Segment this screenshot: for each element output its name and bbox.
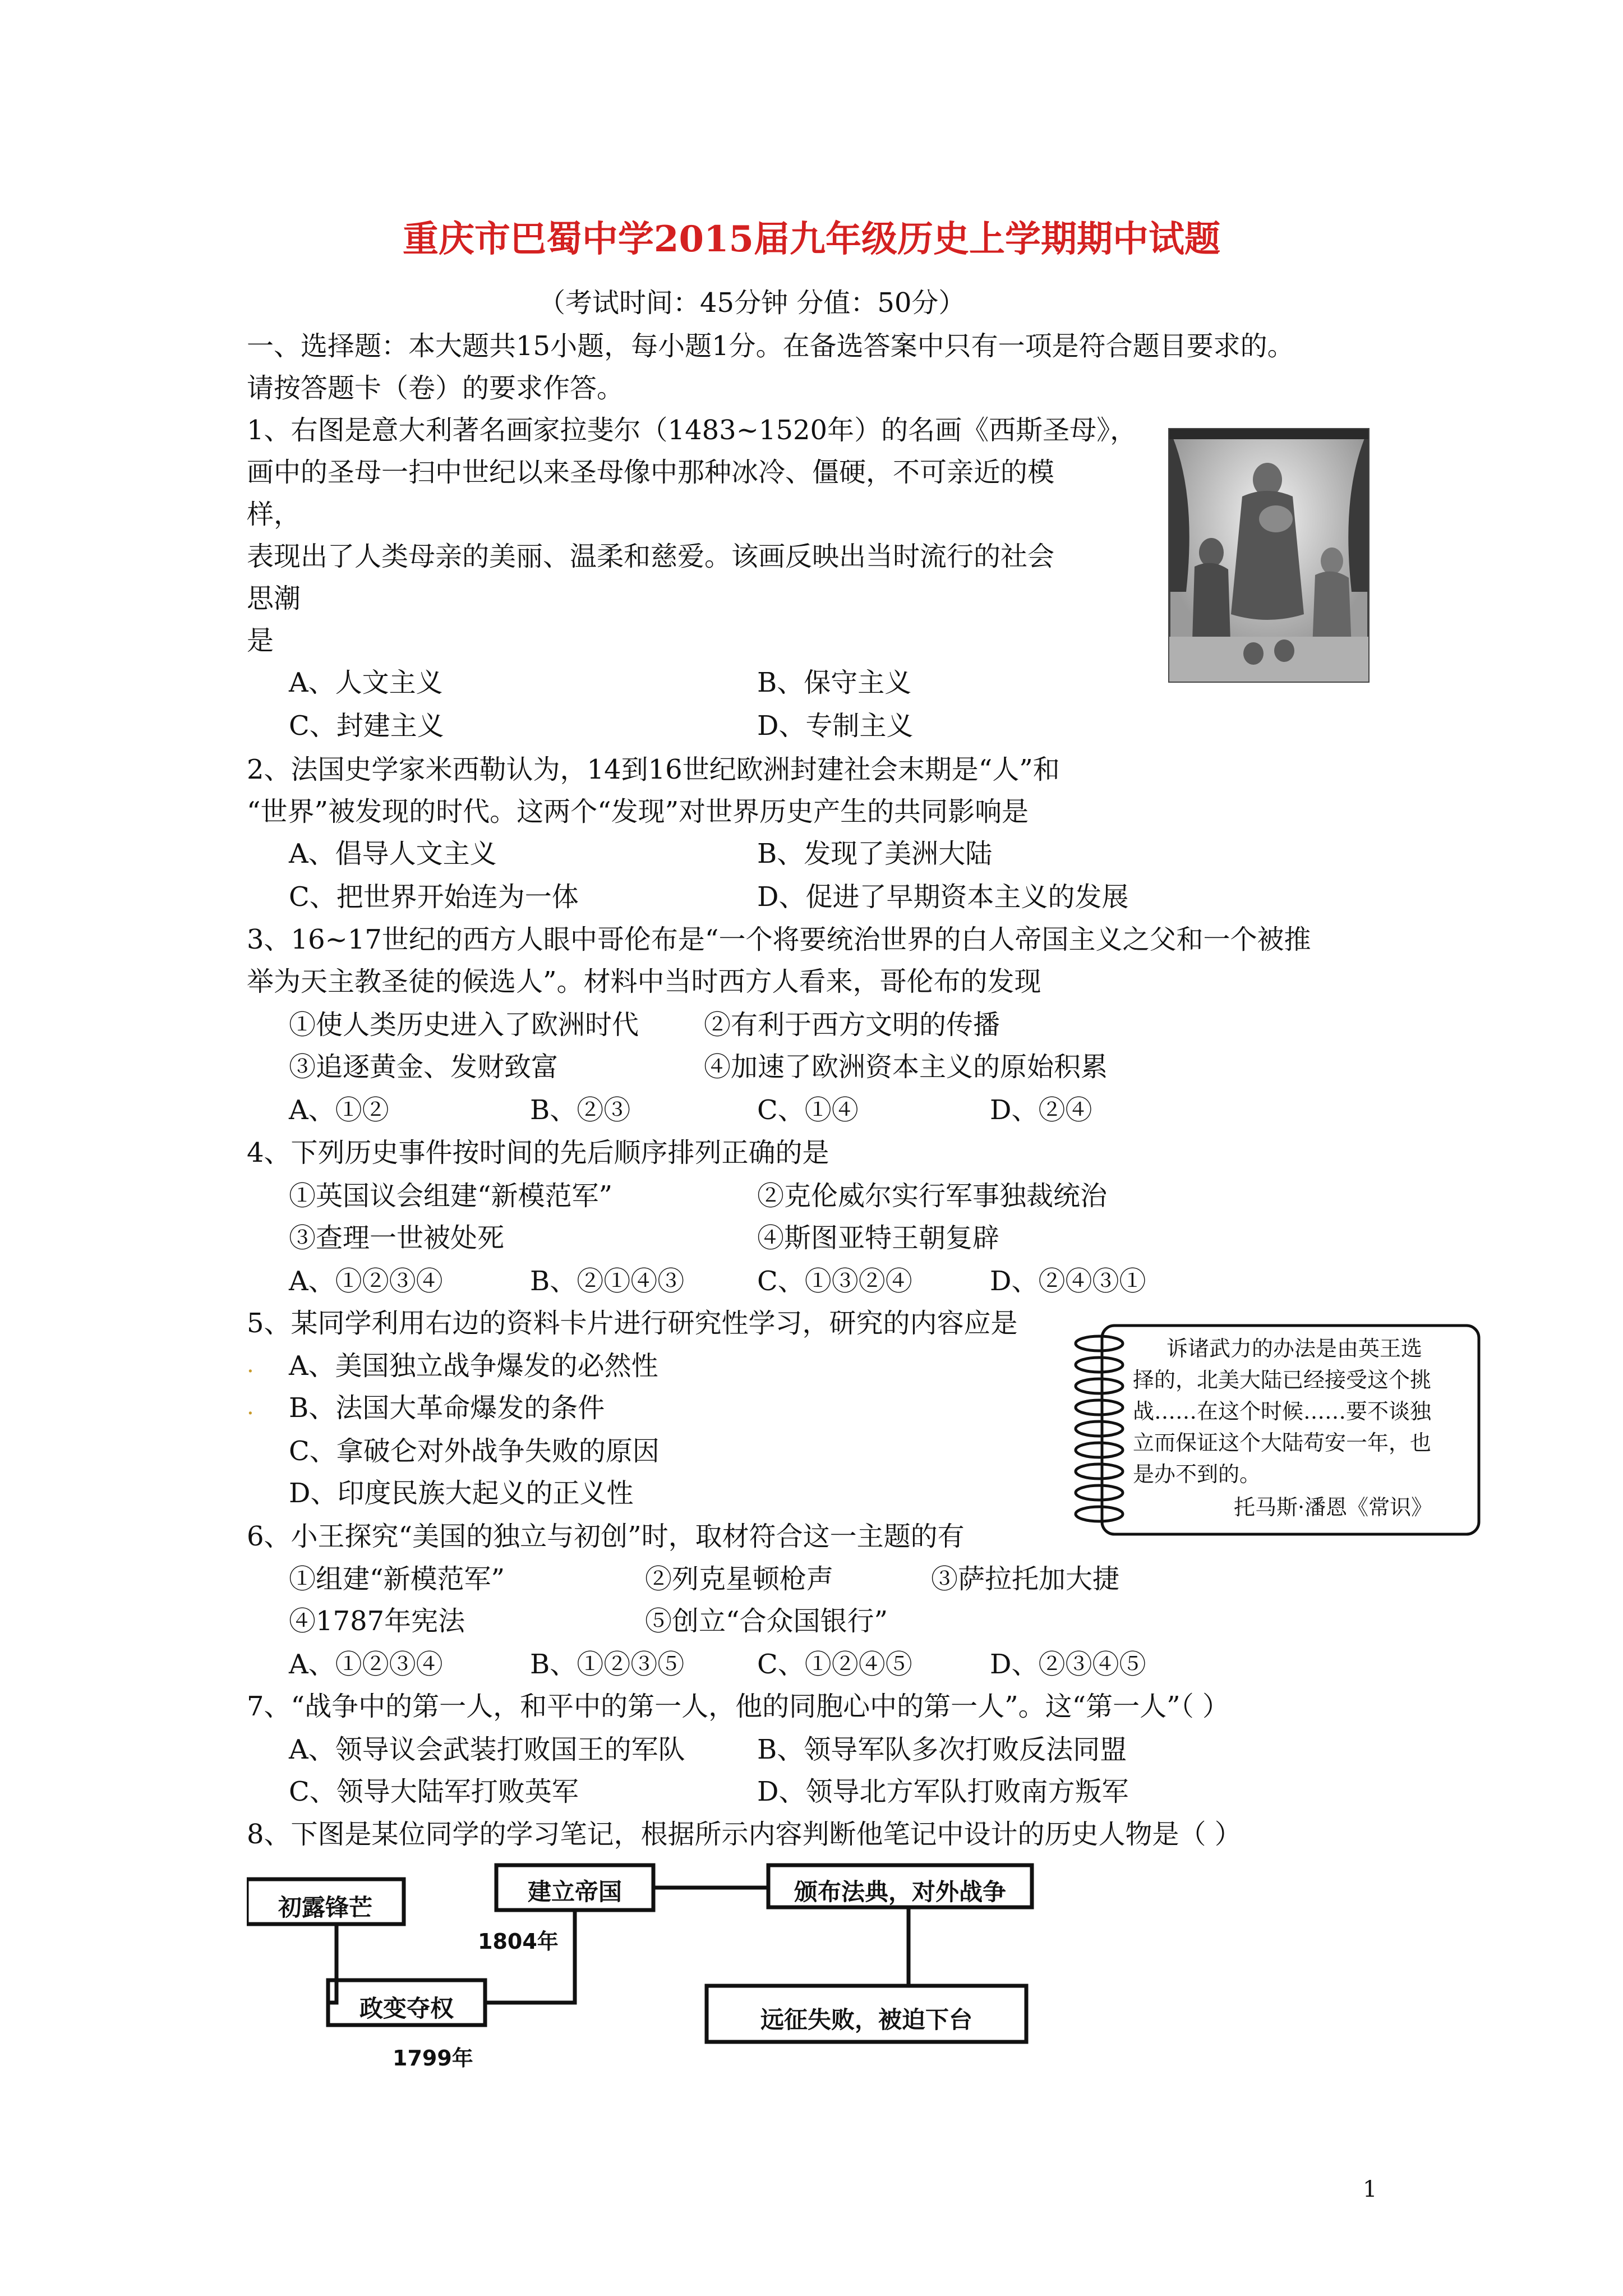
q2-option-d: D、促进了早期资本主义的发展 xyxy=(757,881,1129,913)
card-line: 战……在这个时候……要不谈独 xyxy=(1133,1399,1432,1424)
q1-text: 样， xyxy=(247,499,301,530)
q2-text: 2、法国史学家米西勒认为，14到16世纪欧洲封建社会末期是“人”和 xyxy=(247,754,1060,785)
card-line: 诉诸武力的办法是由英王选 xyxy=(1166,1336,1423,1361)
q1-text: 思潮 xyxy=(247,583,301,614)
card-source: 托马斯·潘恩《常识》 xyxy=(1234,1495,1433,1520)
timeline-year-1799: 1799年 xyxy=(393,2046,473,2070)
q7-option-a: A、领导议会武装打败国王的军队 xyxy=(289,1734,685,1765)
section1-line2: 请按答题卡（卷）的要求作答。 xyxy=(247,372,624,404)
q3-option-a: A、①② xyxy=(289,1094,389,1126)
bullet-dot: . xyxy=(247,1352,254,1378)
q3-item: ①使人类历史进入了欧洲时代 xyxy=(289,1009,639,1041)
timeline-box-empire: 建立帝国 xyxy=(527,1878,622,1906)
card-line: 立而保证这个大陆苟安一年，也 xyxy=(1133,1430,1432,1455)
page-number: 1 xyxy=(1363,2177,1377,2202)
q6-option-d: D、②③④⑤ xyxy=(990,1649,1146,1680)
exam-info: （考试时间：45分钟 分值：50分） xyxy=(538,287,966,319)
q1-option-d: D、专制主义 xyxy=(757,710,914,742)
timeline-box-emerging: 初露锋芒 xyxy=(278,1894,372,1921)
timeline-box-code-wars: 颁布法典，对外战争 xyxy=(794,1878,1006,1906)
q1-option-a: A、人文主义 xyxy=(289,667,443,698)
q4-option-d: D、②④③① xyxy=(990,1266,1146,1297)
resource-card xyxy=(1068,1321,1486,1540)
page-title: 重庆市巴蜀中学2015届九年级历史上学期期中试题 xyxy=(402,218,1221,260)
card-line: 是办不到的。 xyxy=(1133,1462,1261,1487)
q7-text: 7、“战争中的第一人，和平中的第一人，他的同胞心中的第一人”。这“第一人”（ ） xyxy=(247,1691,1229,1722)
q6-item: ⑤创立“合众国银行” xyxy=(645,1605,888,1637)
q6-item: ①组建“新模范军” xyxy=(289,1563,505,1595)
q5-text: 5、某同学利用右边的资料卡片进行研究性学习，研究的内容应是 xyxy=(247,1308,1018,1339)
q2-option-b: B、发现了美洲大陆 xyxy=(757,838,993,869)
q6-item: ②列克星顿枪声 xyxy=(645,1563,834,1595)
q4-item: ②克伦威尔实行军事独裁统治 xyxy=(757,1180,1108,1212)
q1-text: 1、右图是意大利著名画家拉斐尔（1483~1520年）的名画《西斯圣母》， xyxy=(247,415,1137,446)
q5-option-a: A、美国独立战争爆发的必然性 xyxy=(289,1350,658,1382)
q4-option-a: A、①②③④ xyxy=(289,1266,443,1297)
q3-item: ③追逐黄金、发财致富 xyxy=(289,1051,559,1083)
q4-text: 4、下列历史事件按时间的先后顺序排列正确的是 xyxy=(247,1137,829,1168)
q3-option-c: C、①④ xyxy=(757,1094,859,1126)
sistine-madonna-image xyxy=(1164,424,1374,687)
q6-option-b: B、①②③⑤ xyxy=(530,1649,685,1680)
section1-line1: 一、选择题：本大题共15小题，每小题1分。在备选答案中只有一项是符合题目要求的。 xyxy=(247,330,1294,362)
napoleon-timeline-diagram xyxy=(247,1862,1054,2076)
bullet-dot: . xyxy=(247,1394,254,1420)
q3-option-d: D、②④ xyxy=(990,1094,1092,1126)
q8-text: 8、下图是某位同学的学习笔记，根据所示内容判断他笔记中设计的历史人物是（ ） xyxy=(247,1819,1242,1850)
q1-text: 表现出了人类母亲的美丽、温柔和慈爱。该画反映出当时流行的社会 xyxy=(247,541,1055,572)
q4-item: ①英国议会组建“新模范军” xyxy=(289,1180,613,1212)
q6-text: 6、小王探究“美国的独立与初创”时，取材符合这一主题的有 xyxy=(247,1521,965,1552)
timeline-box-defeat: 远征失败，被迫下台 xyxy=(760,2006,972,2033)
q6-item: ③萨拉托加大捷 xyxy=(931,1563,1120,1595)
q5-option-d: D、印度民族大起义的正义性 xyxy=(289,1478,634,1509)
q2-option-c: C、把世界开始连为一体 xyxy=(289,881,579,913)
q6-option-a: A、①②③④ xyxy=(289,1649,443,1680)
q7-option-c: C、领导大陆军打败英军 xyxy=(289,1776,579,1807)
q4-option-c: C、①③②④ xyxy=(757,1266,912,1297)
q1-text: 画中的圣母一扫中世纪以来圣母像中那种冰冷、僵硬，不可亲近的模 xyxy=(247,457,1055,488)
q5-option-c: C、拿破仑对外战争失败的原因 xyxy=(289,1435,660,1467)
q4-item: ④斯图亚特王朝复辟 xyxy=(757,1222,1000,1254)
q2-option-a: A、倡导人文主义 xyxy=(289,838,497,869)
q1-text: 是 xyxy=(247,625,274,656)
q6-option-c: C、①②④⑤ xyxy=(757,1649,912,1680)
q7-option-d: D、领导北方军队打败南方叛军 xyxy=(757,1776,1129,1807)
q7-option-b: B、领导军队多次打败反法同盟 xyxy=(757,1734,1127,1765)
q4-item: ③查理一世被处死 xyxy=(289,1222,505,1254)
q4-option-b: B、②①④③ xyxy=(530,1266,685,1297)
q1-option-b: B、保守主义 xyxy=(757,667,912,698)
q5-option-b: B、法国大革命爆发的条件 xyxy=(289,1392,605,1424)
q3-item: ②有利于西方文明的传播 xyxy=(704,1009,1000,1041)
q6-item: ④1787年宪法 xyxy=(289,1605,465,1637)
q3-text: 3、16~17世纪的西方人眼中哥伦布是“一个将要统治世界的白人帝国主义之父和一个被推 xyxy=(247,924,1311,955)
card-line: 择的，北美大陆已经接受这个挑 xyxy=(1133,1368,1432,1392)
timeline-box-coup: 政变夺权 xyxy=(359,1995,454,2022)
q3-item: ④加速了欧洲资本主义的原始积累 xyxy=(704,1051,1108,1083)
timeline-year-1804: 1804年 xyxy=(478,1929,559,1954)
q2-text: “世界”被发现的时代。这两个“发现”对世界历史产生的共同影响是 xyxy=(247,796,1029,827)
q3-option-b: B、②③ xyxy=(530,1094,631,1126)
q1-option-c: C、封建主义 xyxy=(289,710,444,742)
q3-text: 举为天主教圣徒的候选人”。材料中当时西方人看来，哥伦布的发现 xyxy=(247,966,1041,997)
